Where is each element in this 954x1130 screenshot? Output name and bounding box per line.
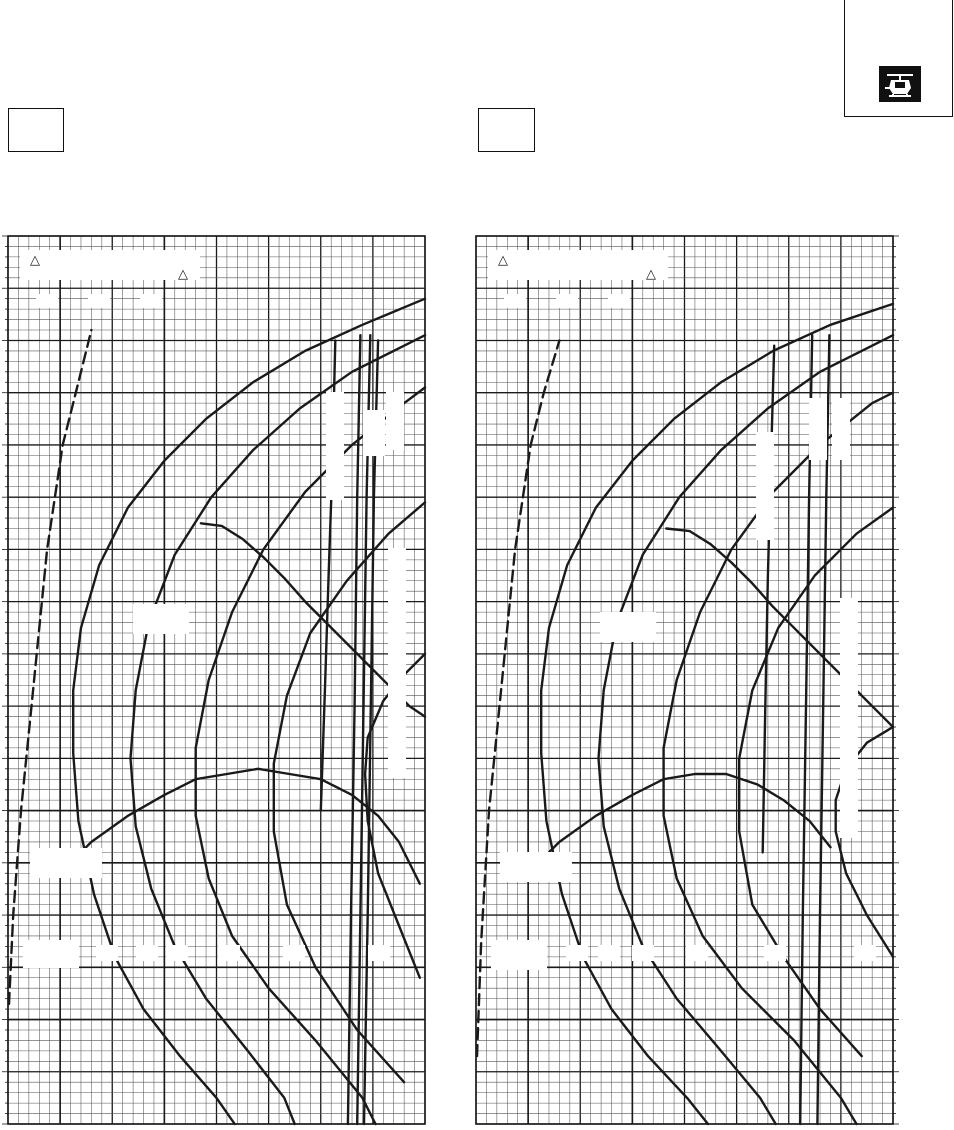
blank-tick-label xyxy=(598,945,620,961)
blank-tick-label xyxy=(566,945,588,961)
blank-label-patch xyxy=(840,598,858,838)
blank-label-patch xyxy=(386,392,404,450)
blank-tick-label xyxy=(218,945,240,961)
legend xyxy=(20,250,200,282)
blank-tick-label xyxy=(166,945,188,961)
blank-label-patch xyxy=(30,848,102,878)
blank-tick-label xyxy=(764,945,786,961)
blank-label-patch xyxy=(133,604,189,634)
blank-tick-label xyxy=(556,294,578,308)
chart-panel-1 xyxy=(2,236,425,1124)
blank-tick-label xyxy=(608,294,630,308)
legend-box xyxy=(488,250,668,280)
blank-tick-label xyxy=(140,294,162,308)
blank-label-patch xyxy=(491,940,547,970)
delta-symbol: △ xyxy=(646,267,656,282)
blank-tick-label xyxy=(854,945,876,961)
blank-tick-label xyxy=(88,294,110,308)
blank-tick-label xyxy=(368,945,390,961)
blank-label-patch xyxy=(326,392,344,500)
blank-label-patch xyxy=(832,398,850,460)
blank-label-patch xyxy=(23,940,79,968)
grid xyxy=(8,236,425,1124)
delta-symbol: △ xyxy=(30,253,40,268)
blank-tick-label xyxy=(136,945,158,961)
blank-tick-label xyxy=(632,945,654,961)
blank-label-patch xyxy=(388,548,406,778)
blank-tick-label xyxy=(96,945,118,961)
legend-box xyxy=(20,250,200,280)
blank-tick-label xyxy=(504,294,526,308)
blank-tick-label xyxy=(36,294,58,308)
blank-label-patch xyxy=(500,852,572,882)
grid xyxy=(476,236,893,1124)
blank-label-patch xyxy=(363,410,385,456)
blank-label-patch xyxy=(809,398,827,460)
blank-tick-label xyxy=(283,945,305,961)
delta-symbol: △ xyxy=(178,267,188,282)
blank-tick-label xyxy=(686,945,708,961)
blank-label-patch xyxy=(600,612,656,642)
chart-panel-2 xyxy=(476,236,899,1124)
delta-symbol: △ xyxy=(498,253,508,268)
legend xyxy=(488,250,668,282)
blank-label-patch xyxy=(756,432,774,540)
